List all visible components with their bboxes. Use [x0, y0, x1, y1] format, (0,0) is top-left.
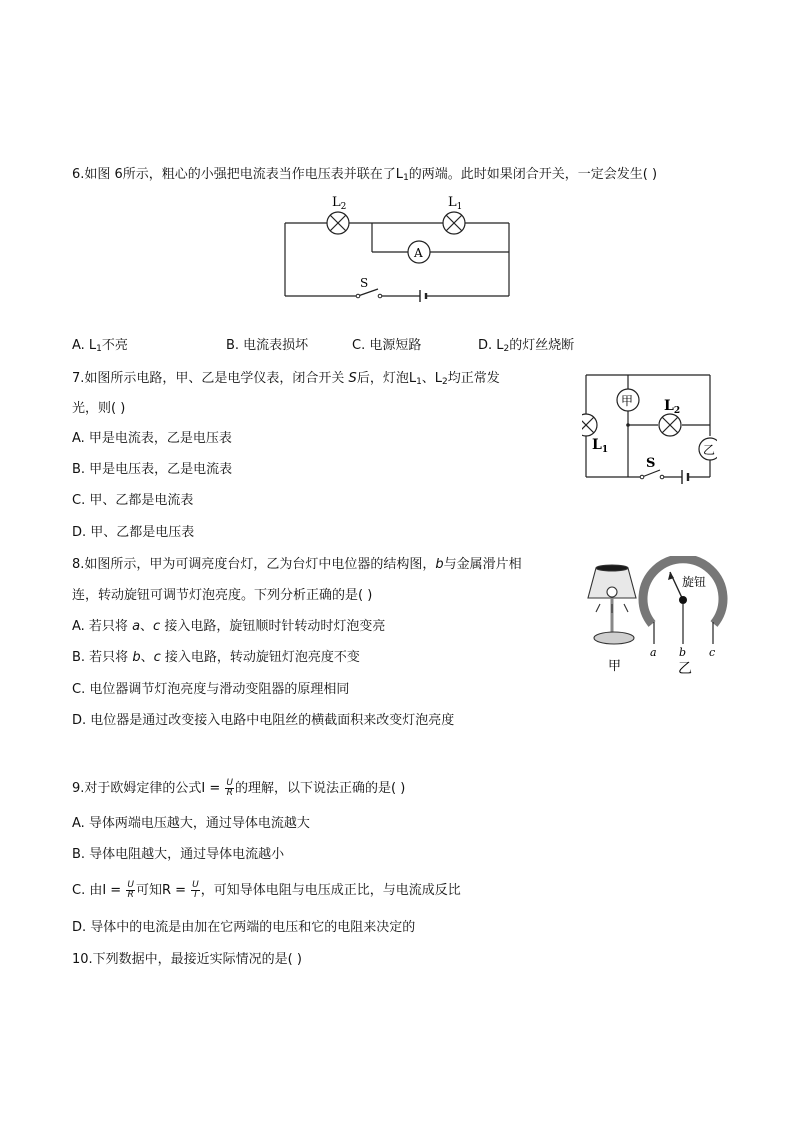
knob-label: 旋钮: [682, 575, 707, 589]
terminal-b-label: b: [679, 646, 687, 659]
l1-label: $L_1$: [592, 437, 609, 455]
q9-option-c[interactable]: C. 由I = $\frac{U}{R}$ 可知R = $\frac{U}{I}$ ，可知导体电阻与电压成正比，与电流成反比: [72, 880, 461, 900]
jia-caption: 甲: [608, 659, 622, 674]
yi-caption: 乙: [678, 661, 692, 676]
yi-label: 乙: [703, 443, 716, 457]
l2-label: $L_2$: [332, 195, 347, 212]
potentiometer-icon: [643, 559, 723, 644]
q7-stem-line1: 7.如图所示电路，甲、乙是电学仪表，闭合开关 S后，灯泡$L_1$、$L_2$均正常发: [72, 371, 500, 387]
q7-option-b[interactable]: B. 甲是电压表，乙是电流表: [72, 462, 233, 477]
q6-option-a[interactable]: A. $L_1$不亮: [72, 338, 128, 354]
q6-option-b[interactable]: B. 电流表损坏: [226, 338, 309, 353]
switch-label: S: [360, 276, 369, 290]
q6-stem: 6.如图 6所示，粗心的小强把电流表当作电压表并联在了$L_1$的两端。此时如果闭合开关，一定会发生( ): [72, 167, 658, 183]
table-lamp-icon: [588, 565, 636, 644]
q9-option-a[interactable]: A. 导体两端电压越大，通过导体电流越大: [72, 816, 310, 831]
q6-circuit-diagram: [280, 190, 515, 302]
q10-stem: 10.下列数据中，最接近实际情况的是( ): [72, 952, 302, 967]
q8-option-a[interactable]: A. 若只将 a、c 接入电路，旋钮顺时针转动时灯泡变亮: [72, 619, 386, 634]
q9-option-d[interactable]: D. 导体中的电流是由加在它两端的电压和它的电阻来决定的: [72, 920, 416, 935]
switch-label: S: [646, 456, 656, 471]
l2-label: $L_2$: [664, 398, 681, 416]
q6-option-c[interactable]: C. 电源短路: [352, 338, 422, 353]
q7-option-a[interactable]: A. 甲是电流表，乙是电压表: [72, 431, 232, 446]
terminal-c-label: c: [709, 646, 716, 659]
q8-stem-line1: 8.如图所示，甲为可调亮度台灯，乙为台灯中电位器的结构图，b与金属滑片相: [72, 557, 522, 572]
q8-stem-line2: 连，转动旋钮可调节灯泡亮度。下列分析正确的是( ): [72, 588, 373, 603]
q6-option-d[interactable]: D. $L_2$的灯丝烧断: [478, 338, 575, 354]
l1-lamp-icon: [582, 414, 597, 436]
q9-option-b[interactable]: B. 导体电阻越大，通过导体电流越小: [72, 847, 285, 862]
q8-option-d[interactable]: D. 电位器是通过改变接入电路中电阻丝的横截面积来改变灯泡亮度: [72, 713, 455, 728]
q8-option-b[interactable]: B. 若只将 b、c 接入电路，转动旋钮灯泡亮度不变: [72, 650, 360, 665]
q8-option-c[interactable]: C. 电位器调节灯泡亮度与滑动变阻器的原理相同: [72, 682, 350, 697]
l1-label: $L_1$: [448, 195, 463, 212]
q7-option-d[interactable]: D. 甲、乙都是电压表: [72, 525, 195, 540]
jia-label: 甲: [621, 394, 634, 408]
ammeter-label: A: [414, 246, 423, 260]
ohm-fraction: $\frac{U}{R}$: [226, 778, 233, 798]
q7-option-c[interactable]: C. 甲、乙都是电流表: [72, 493, 194, 508]
q7-stem-line2: 光，则( ): [72, 401, 126, 416]
q9-stem: 9.对于欧姆定律的公式I = $\frac{U}{R}$ 的理解，以下说法正确的是( ): [72, 778, 406, 798]
q8-figure: [582, 556, 732, 676]
q7-circuit-diagram: [582, 370, 717, 485]
terminal-a-label: a: [650, 646, 657, 659]
